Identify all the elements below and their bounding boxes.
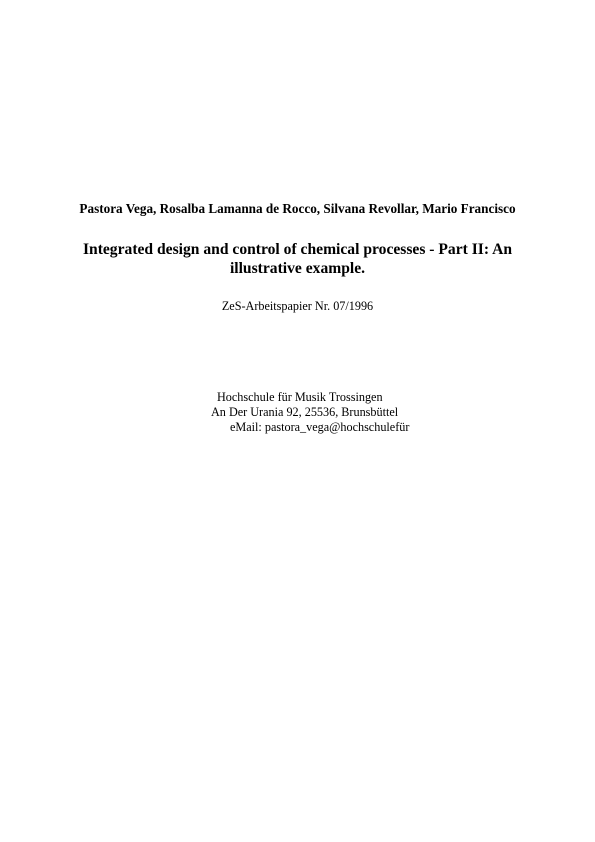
institution-name: Hochschule für Musik Trossingen — [217, 390, 383, 404]
street-address: An Der Urania 92, 25536, Brunsbüttel — [211, 405, 399, 419]
address-block — [196, 390, 410, 435]
email-address: eMail: pastora_vega@hochschulefür — [230, 420, 410, 434]
paper-title — [60, 240, 535, 278]
paper-title-line-2: illustrative example. — [229, 260, 366, 277]
report-number: ZeS-Arbeitspapier Nr. 07/1996 — [221, 299, 374, 313]
paper-title-line-1: Integrated design and control of chemical processes - Part II: An — [82, 241, 513, 258]
author-list: Pastora Vega, Rosalba Lamanna de Rocco, Silvana Revollar, Mario Francisco — [79, 201, 516, 216]
